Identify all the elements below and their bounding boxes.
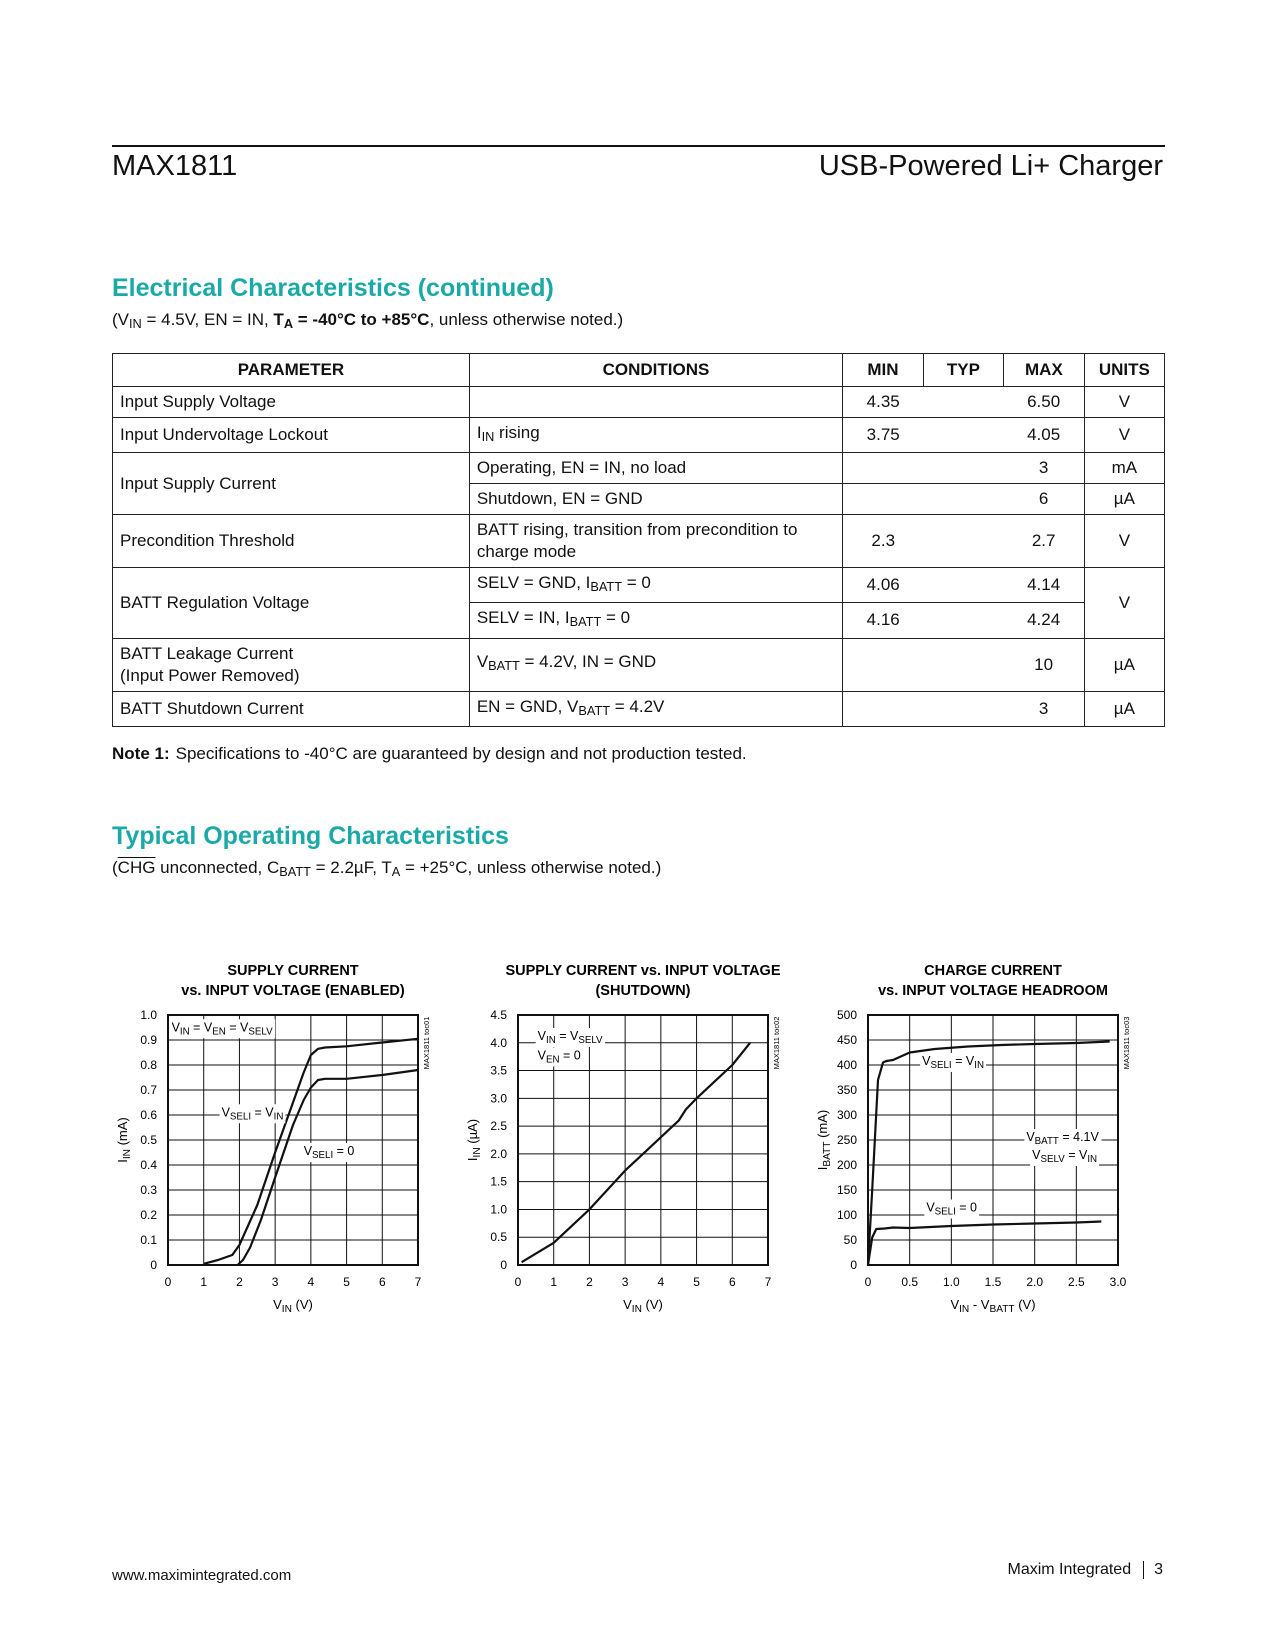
x-axis-label: $V_{IN} - V_{BATT}$ (V)	[950, 1297, 1036, 1315]
y-tick-label: 0	[850, 1258, 857, 1272]
document-title: USB-Powered Li+ Charger	[818, 150, 1163, 182]
y-tick-label: 0.2	[140, 1208, 157, 1222]
min-cell: 4.16	[843, 603, 924, 638]
typ-cell	[923, 603, 1003, 638]
typ-cell	[923, 418, 1003, 453]
conditions-cell: Shutdown, EN = GND	[469, 484, 842, 515]
y-tick-label: 3.5	[490, 1063, 507, 1078]
y-axis-label: $I_{IN}$ (mA)	[115, 1117, 133, 1163]
y-tick-label: 0.3	[140, 1183, 157, 1197]
x-tick-label: 2	[586, 1275, 593, 1289]
y-tick-label: 0.9	[140, 1033, 157, 1047]
x-tick-label: 1.0	[942, 1275, 960, 1289]
table-row	[113, 691, 1165, 726]
typ-cell	[923, 568, 1003, 603]
x-tick-label: 6	[728, 1275, 736, 1289]
param-cell: BATT Shutdown Current	[113, 691, 470, 726]
typ-cell	[923, 387, 1003, 418]
y-tick-label: 0.5	[140, 1133, 157, 1147]
units-cell: µA	[1084, 691, 1164, 726]
y-tick-label: 0	[150, 1258, 157, 1272]
x-tick-label: 6	[378, 1275, 386, 1289]
units-cell: µA	[1084, 638, 1164, 691]
chart-annotation: $V_{BATT} = 4.1V$	[1026, 1130, 1099, 1147]
y-tick-label: 4.0	[490, 1035, 507, 1050]
y-tick-label: 400	[836, 1058, 857, 1072]
max-cell: 4.24	[1004, 603, 1085, 638]
header-max: MAX	[1004, 354, 1085, 387]
conditions-cell: Operating, EN = IN, no load	[469, 453, 842, 484]
header-rule	[112, 145, 1165, 147]
chart-title-line: vs. INPUT VOLTAGE HEADROOM	[878, 983, 1108, 999]
y-tick-label: 0	[500, 1258, 507, 1272]
min-cell	[843, 453, 924, 484]
y-tick-label: 0.5	[490, 1230, 507, 1245]
y-tick-label: 0.4	[140, 1158, 157, 1172]
y-tick-label: 1.0	[140, 1008, 157, 1022]
y-tick-label: 2.0	[490, 1146, 507, 1161]
conditions-cell: SELV = IN, $I_{BATT} = 0$	[469, 603, 842, 638]
units-cell: V	[1084, 515, 1164, 568]
table-row	[113, 387, 1165, 418]
chart-charge-current-headroom	[813, 925, 1153, 1315]
x-tick-label: 0	[514, 1275, 522, 1289]
chart-annotation: $V_{SELI} = V_{IN}$	[221, 1105, 284, 1123]
y-tick-label: 250	[836, 1133, 857, 1147]
chart-title-line: SUPPLY CURRENT vs. INPUT VOLTAGE	[505, 963, 781, 979]
y-tick-label: 300	[836, 1108, 857, 1122]
x-tick-label: 7	[414, 1275, 422, 1289]
max-cell: 3	[1004, 691, 1085, 726]
x-axis-label: $V_{IN}$ (V)	[623, 1297, 663, 1315]
typ-cell	[923, 638, 1003, 691]
param-cell: BATT Leakage Current (Input Power Removed)	[113, 638, 470, 691]
x-tick-label: 1	[200, 1275, 208, 1289]
conditions-cell: BATT rising, transition from precondition to charge mode	[469, 515, 842, 568]
x-axis-label: $V_{IN}$ (V)	[273, 1297, 313, 1315]
max-cell: 4.14	[1004, 568, 1085, 603]
y-tick-label: 0.1	[140, 1233, 157, 1247]
min-cell: 3.75	[843, 418, 924, 453]
chart-figure-tag: MAX1811 toc03	[1122, 1016, 1131, 1070]
y-tick-label: 200	[836, 1158, 857, 1172]
x-tick-label: 0	[164, 1275, 172, 1289]
y-tick-label: 150	[836, 1183, 857, 1197]
param-cell: Input Undervoltage Lockout	[113, 418, 470, 453]
typ-cell	[923, 453, 1003, 484]
chart-annotation: $V_{IN} = V_{SELV}$	[537, 1029, 603, 1046]
typical-conditions: ($\overline{CHG}$ unconnected, $C_{BATT} = 2.2\mu F$, $T_A = +25^\circ C$, unless otherwise noted.)	[112, 858, 662, 880]
chart-annotation: $V_{SELI} = 0$	[926, 1200, 978, 1218]
table-row	[113, 515, 1165, 568]
param-cell: BATT Regulation Voltage	[113, 568, 470, 638]
chart-grid	[168, 1015, 418, 1265]
page-number: 3	[1154, 1561, 1163, 1579]
min-cell	[843, 638, 924, 691]
header-typ: TYP	[923, 354, 1003, 387]
y-axis-label: $I_{IN}$ (µA)	[465, 1118, 483, 1162]
table-row	[113, 568, 1165, 603]
chart-annotation: $V_{SELI} = V_{IN}$	[922, 1054, 984, 1071]
min-cell: 4.35	[843, 387, 924, 418]
electrical-characteristics-table	[112, 353, 1165, 727]
y-tick-label: 2.5	[490, 1119, 507, 1134]
footer-separator	[1143, 1561, 1144, 1579]
chart-svg	[463, 925, 803, 1315]
chart-svg	[113, 925, 453, 1315]
y-tick-label: 500	[836, 1008, 857, 1022]
table-row	[113, 638, 1165, 691]
typ-cell	[923, 515, 1003, 568]
y-tick-label: 4.5	[490, 1008, 507, 1022]
header-min: MIN	[843, 354, 924, 387]
footer-company: Maxim Integrated	[1007, 1561, 1132, 1579]
units-cell: mA	[1084, 453, 1164, 484]
x-tick-label: 4	[657, 1275, 665, 1289]
header-conditions: CONDITIONS	[469, 354, 842, 387]
conditions-cell: EN = GND, $V_{BATT} = 4.2V$	[469, 691, 842, 726]
x-tick-label: 5	[693, 1275, 700, 1289]
max-cell: 2.7	[1004, 515, 1085, 568]
max-cell: 6	[1004, 484, 1085, 515]
param-cell: Input Supply Voltage	[113, 387, 470, 418]
units-cell: µA	[1084, 484, 1164, 515]
min-cell	[843, 691, 924, 726]
units-cell: V	[1084, 568, 1164, 638]
y-axis-label: $I_{BATT}$ (mA)	[815, 1109, 833, 1171]
typical-characteristics-heading: Typical Operating Characteristics	[112, 822, 509, 850]
x-tick-label: 7	[764, 1275, 772, 1289]
table-row	[113, 453, 1165, 484]
max-cell: 6.50	[1004, 387, 1085, 418]
units-cell: V	[1084, 418, 1164, 453]
y-tick-label: 1.5	[490, 1174, 507, 1189]
x-tick-label: 5	[343, 1275, 350, 1289]
conditions-cell: SELV = GND, $I_{BATT} = 0$	[469, 568, 842, 603]
conditions-cell: $V_{BATT} = 4.2V$, IN = GND	[469, 638, 842, 691]
series-line-2	[868, 1222, 1101, 1266]
units-cell: V	[1084, 387, 1164, 418]
x-tick-label: 1.5	[984, 1275, 1002, 1289]
y-tick-label: 1.0	[490, 1202, 507, 1217]
x-tick-label: 2.0	[1026, 1275, 1044, 1289]
x-tick-label: 2	[236, 1275, 243, 1289]
conditions-cell	[469, 387, 842, 418]
chart-figure-tag: MAX1811 toc02	[772, 1016, 781, 1070]
x-tick-label: 1	[550, 1275, 558, 1289]
y-tick-label: 0.8	[140, 1058, 157, 1072]
x-tick-label: 3	[621, 1275, 629, 1289]
y-tick-label: 100	[836, 1208, 857, 1222]
header-parameter: PARAMETER	[113, 354, 470, 387]
table-note: Note 1: Specifications to -40°C are guaranteed by design and not production tested.	[112, 744, 747, 763]
min-cell: 2.3	[843, 515, 924, 568]
chart-svg	[813, 925, 1153, 1315]
footer-url: www.maximintegrated.com	[112, 1567, 292, 1584]
max-cell: 4.05	[1004, 418, 1085, 453]
y-tick-label: 3.0	[490, 1091, 507, 1106]
x-tick-label: 0	[864, 1275, 872, 1289]
x-tick-label: 2.5	[1067, 1275, 1085, 1289]
conditions-cell: $I_{IN}$ rising	[469, 418, 842, 453]
typ-cell	[923, 691, 1003, 726]
table-header-row	[113, 354, 1165, 387]
table-row	[113, 418, 1165, 453]
chart-supply-current-shutdown	[463, 925, 803, 1315]
min-cell	[843, 484, 924, 515]
chart-title-line: SUPPLY CURRENT	[227, 963, 359, 979]
chart-annotation: $V_{EN} = 0$	[537, 1048, 581, 1066]
chart-annotation: $V_{IN} = V_{EN} = V_{SELV}$	[171, 1020, 273, 1038]
min-cell: 4.06	[843, 568, 924, 603]
y-tick-label: 350	[836, 1083, 857, 1097]
footer-page-info	[1007, 1561, 1163, 1579]
x-tick-label: 0.5	[901, 1275, 919, 1289]
y-tick-label: 50	[843, 1233, 857, 1247]
part-number: MAX1811	[112, 150, 238, 182]
header-units: UNITS	[1084, 354, 1164, 387]
series-line-1	[522, 1043, 751, 1262]
y-tick-label: 0.6	[140, 1108, 157, 1122]
max-cell: 10	[1004, 638, 1085, 691]
param-cell: Precondition Threshold	[113, 515, 470, 568]
x-tick-label: 3.0	[1109, 1275, 1127, 1289]
y-tick-label: 0.7	[140, 1083, 157, 1097]
chart-supply-current-enabled	[113, 925, 453, 1315]
chart-figure-tag: MAX1811 toc01	[422, 1016, 431, 1070]
max-cell: 3	[1004, 453, 1085, 484]
param-cell: Input Supply Current	[113, 453, 470, 515]
typ-cell	[923, 484, 1003, 515]
electrical-characteristics-heading: Electrical Characteristics (continued)	[112, 274, 554, 302]
chart-annotation: $V_{SELI} = 0$	[303, 1144, 355, 1161]
x-tick-label: 3	[271, 1275, 279, 1289]
chart-title-line: (SHUTDOWN)	[595, 983, 691, 999]
chart-title-line: CHARGE CURRENT	[924, 963, 1062, 979]
y-tick-label: 450	[836, 1033, 857, 1047]
series-line-2	[238, 1070, 418, 1265]
electrical-conditions: ($V_{IN} = 4.5V$, EN = IN, $T_A = -40^\circ C$ to +85°C, unless otherwise noted.)	[112, 310, 624, 332]
x-tick-label: 4	[307, 1275, 315, 1289]
chart-annotation: $V_{SELV} = V_{IN}$	[1032, 1148, 1098, 1165]
chart-title-line: vs. INPUT VOLTAGE (ENABLED)	[181, 983, 405, 999]
